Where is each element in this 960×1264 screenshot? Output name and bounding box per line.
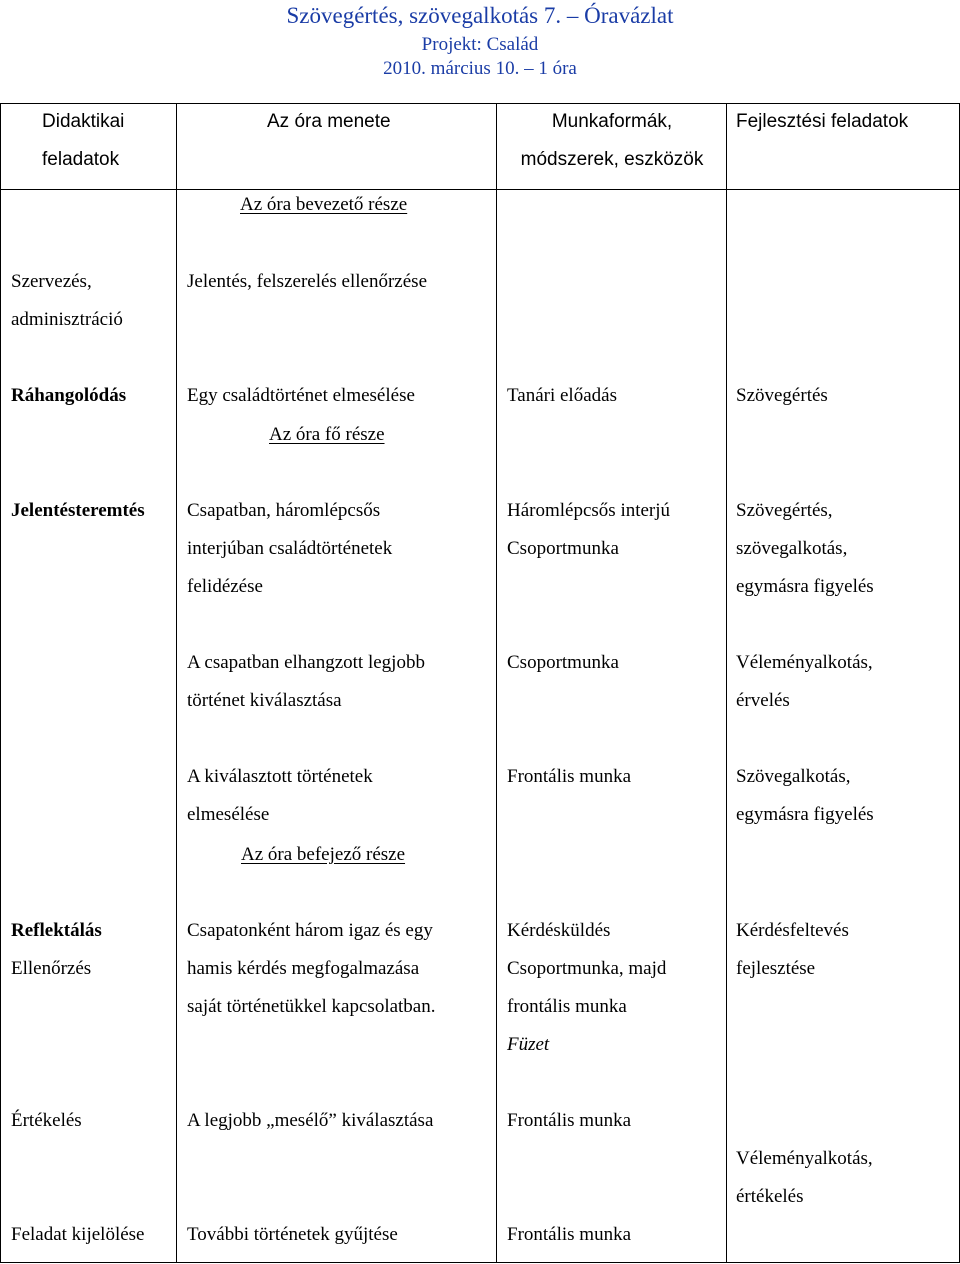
row6-didactic: Reflektálás Ellenőrzés (11, 920, 102, 979)
column-header-didactic: Didaktikai feladatok (42, 111, 125, 170)
row7-didactic: Értékelés (11, 1110, 82, 1131)
table-border-left (0, 103, 1, 1263)
row8-process: További történetek gyűjtése (187, 1224, 398, 1245)
row8-didactic: Feladat kijelölése (11, 1224, 145, 1245)
section-title-intro: Az óra bevezető része (240, 194, 408, 215)
row2-development: Szövegértés (736, 385, 828, 406)
row1-didactic: Szervezés, adminisztráció (11, 271, 123, 330)
row4-process: A csapatban elhangzott legjobb történet kiválasztása (187, 652, 425, 711)
section-title-main: Az óra fő része (269, 424, 385, 445)
row5-process: A kiválasztott történetek elmesélése (187, 766, 373, 825)
row5-method: Frontális munka (507, 766, 632, 787)
row7-development: Véleményalkotás, értékelés (736, 1148, 873, 1207)
row6-process: Csapatonként három igaz és egy hamis kérdés megfogalmazása saját történetükkel kapcsolatban. (187, 920, 436, 1017)
document-title: Szövegértés, szövegalkotás 7. – Óravázlat (286, 3, 674, 28)
row4-method: Csoportmunka (507, 652, 619, 673)
row3-didactic: Jelentésteremtés (11, 500, 145, 521)
table-border-header-bottom (0, 189, 960, 190)
section-title-closing: Az óra befejező része (241, 844, 406, 865)
table-divider-col2 (496, 103, 497, 1263)
row2-process: Egy családtörténet elmesélése (187, 385, 415, 406)
row2-method: Tanári előadás (507, 385, 617, 406)
row8-method: Frontális munka (507, 1224, 632, 1245)
table-border-bottom (0, 1262, 960, 1263)
lesson-date: 2010. március 10. – 1 óra (383, 58, 577, 79)
row5-development: Szövegalkotás, egymásra figyelés (736, 766, 874, 825)
table-divider-col3 (726, 103, 727, 1263)
row6-method: Kérdésküldés Csoportmunka, majd frontális munka Füzet (507, 920, 667, 1055)
table-divider-col1 (176, 103, 177, 1263)
row3-method: Háromlépcsős interjú Csoportmunka (507, 500, 671, 559)
column-header-process: Az óra menete (267, 111, 391, 132)
row7-process: A legjobb „mesélő” kiválasztása (187, 1110, 434, 1131)
row7-method: Frontális munka (507, 1110, 632, 1131)
row2-didactic: Ráhangolódás (11, 385, 127, 406)
row3-development: Szövegértés, szövegalkotás, egymásra figyelés (736, 500, 874, 597)
row4-development: Véleményalkotás, érvelés (736, 652, 873, 711)
row6-development: Kérdésfeltevés fejlesztése (736, 920, 849, 979)
column-header-methods: Munkaformák, módszerek, eszközök (520, 111, 704, 170)
column-header-development: Fejlesztési feladatok (736, 111, 909, 132)
row3-process: Csapatban, háromlépcsős interjúban családtörténetek felidézése (187, 500, 393, 597)
row1-process: Jelentés, felszerelés ellenőrzése (187, 271, 428, 292)
project-name: Projekt: Család (421, 34, 539, 55)
